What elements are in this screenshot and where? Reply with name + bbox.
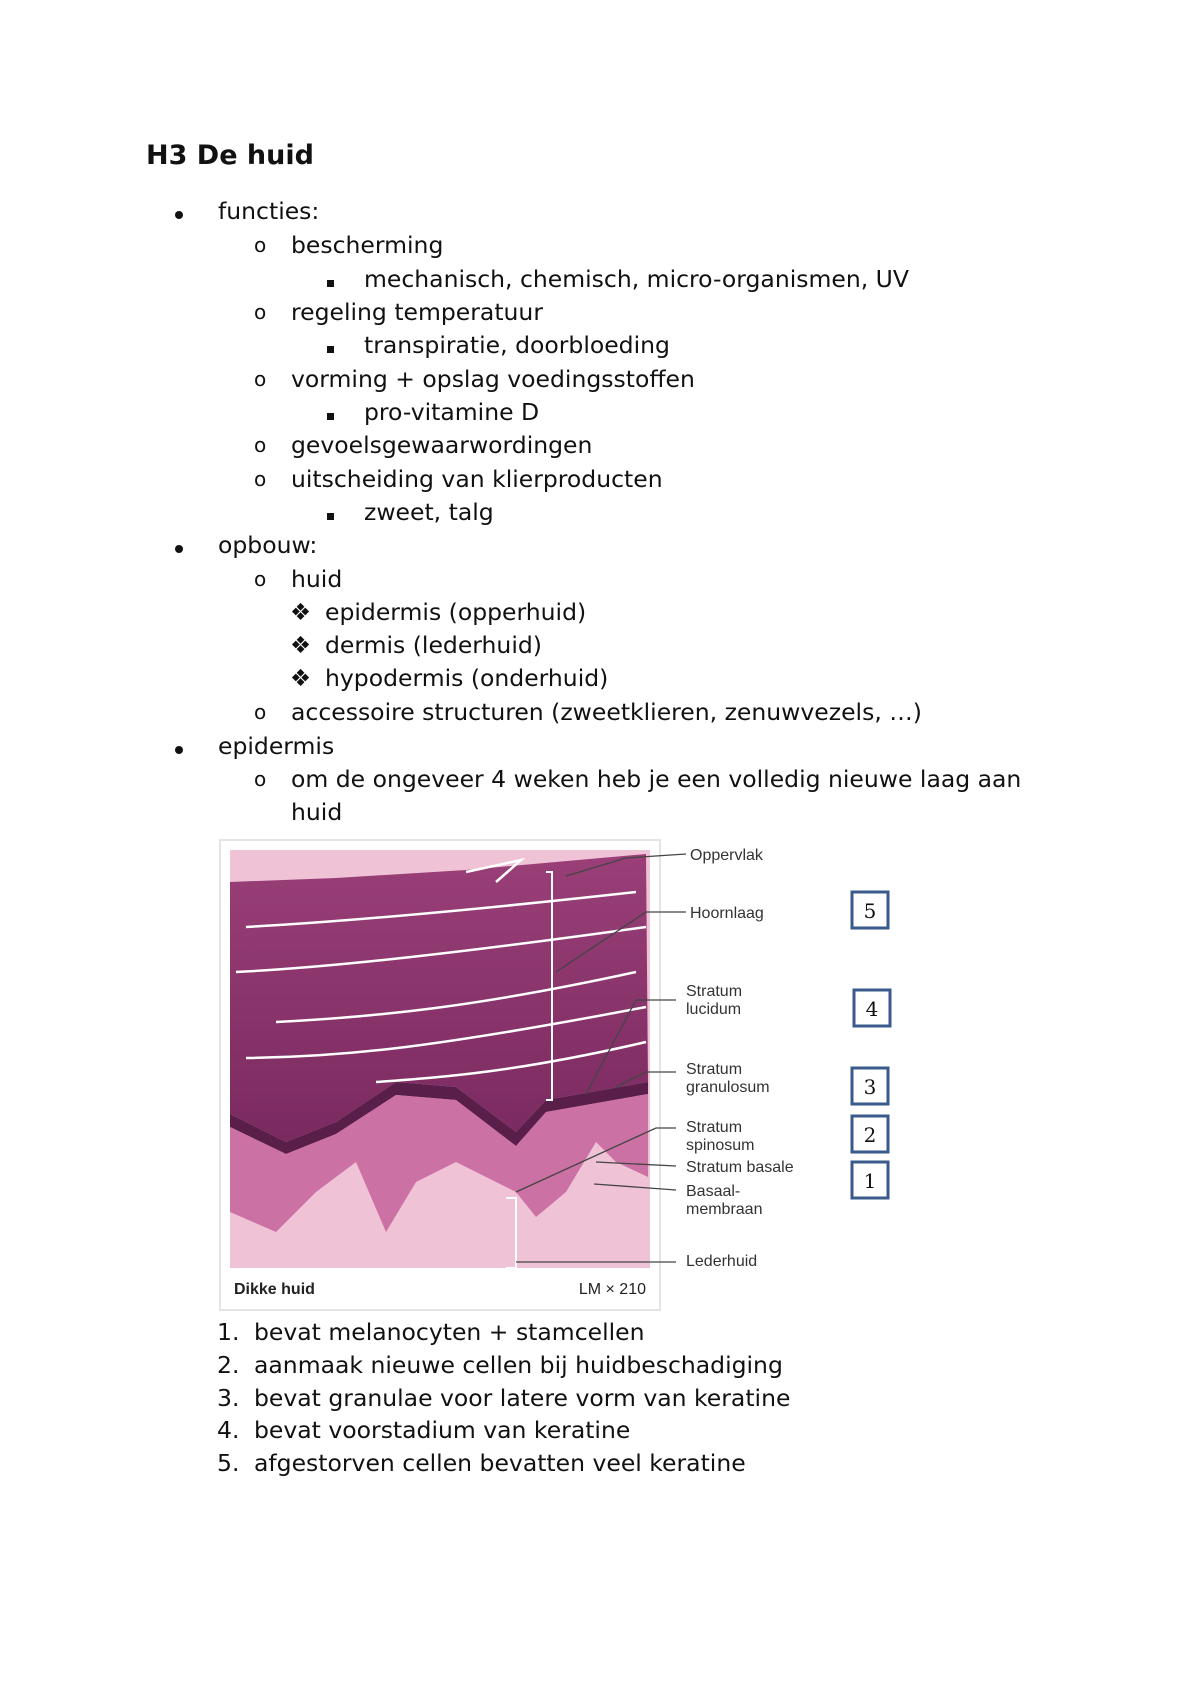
diamond-bullet-icon: ❖ xyxy=(290,631,312,659)
list-number-4: 4. xyxy=(217,1416,240,1444)
diamond-bullet-icon: ❖ xyxy=(290,598,312,626)
list-item-1: bevat melanocyten + stamcellen xyxy=(254,1318,645,1346)
circle-bullet-icon: o xyxy=(254,567,267,591)
sub-uitscheiding: zweet, talg xyxy=(364,498,494,526)
label-granulosum-1: Stratum xyxy=(686,1061,743,1078)
list-number-1: 1. xyxy=(217,1318,240,1346)
label-oppervlak: Oppervlak xyxy=(690,847,763,864)
box-4-label: 4 xyxy=(865,997,879,1021)
label-lederhuid: Lederhuid xyxy=(686,1253,758,1270)
heading-functies: functies: xyxy=(218,197,320,225)
label-lucidum-1: Stratum xyxy=(686,983,743,1000)
label-lucidum-2: lucidum xyxy=(686,1001,742,1018)
circle-bullet-icon: o xyxy=(254,367,267,391)
square-bullet-icon xyxy=(327,330,334,360)
label-spinosum-1: Stratum xyxy=(686,1119,743,1136)
list-item-4: bevat voorstadium van keratine xyxy=(254,1416,631,1444)
diamond-bullet-icon: ❖ xyxy=(290,664,312,692)
circle-bullet-icon: o xyxy=(254,467,267,491)
label-granulosum-2: granulosum xyxy=(686,1079,770,1096)
label-basale: Stratum basale xyxy=(686,1159,794,1176)
epidermis-note-line2: huid xyxy=(291,798,343,826)
item-gevoel: gevoelsgewaarwordingen xyxy=(291,431,593,459)
skin-histology-diagram xyxy=(216,832,896,1312)
item-vorming: vorming + opslag voedingsstoffen xyxy=(291,365,695,393)
box-3-label: 3 xyxy=(863,1075,877,1099)
sub-vorming: pro-vitamine D xyxy=(364,398,540,426)
list-number-2: 2. xyxy=(217,1351,240,1379)
item-huid: huid xyxy=(291,565,343,593)
page-title: H3 De huid xyxy=(146,140,314,171)
item-temperatuur: regeling temperatuur xyxy=(291,298,543,326)
label-basaal-1: Basaal- xyxy=(686,1183,741,1200)
circle-bullet-icon: o xyxy=(254,300,267,324)
epidermis-note-line1: om de ongeveer 4 weken heb je een volledig nieuwe laag aan xyxy=(291,765,1022,793)
list-number-3: 3. xyxy=(217,1384,240,1412)
figure-caption-right: LM × 210 xyxy=(578,1281,646,1298)
label-basaal-2: membraan xyxy=(686,1201,763,1218)
item-uitscheiding: uitscheiding van klierproducten xyxy=(291,465,663,493)
item-hypodermis-layer: hypodermis (onderhuid) xyxy=(325,664,609,692)
figure-caption-left: Dikke huid xyxy=(234,1281,315,1298)
item-epidermis-layer: epidermis (opperhuid) xyxy=(325,598,587,626)
skin-histology-figure xyxy=(216,832,896,1312)
item-accessoire: accessoire structuren (zweetklieren, zenuwvezels, …) xyxy=(291,698,922,726)
label-spinosum-2: spinosum xyxy=(686,1137,755,1154)
sub-temperatuur: transpiratie, doorbloeding xyxy=(364,331,670,359)
label-hoornlaag: Hoornlaag xyxy=(690,905,764,922)
bullet-icon xyxy=(175,731,183,761)
circle-bullet-icon: o xyxy=(254,767,267,791)
circle-bullet-icon: o xyxy=(254,700,267,724)
heading-epidermis: epidermis xyxy=(218,732,335,760)
bullet-icon xyxy=(175,196,183,226)
square-bullet-icon xyxy=(327,497,334,527)
item-dermis-layer: dermis (lederhuid) xyxy=(325,631,542,659)
list-item-3: bevat granulae voor latere vorm van keratine xyxy=(254,1384,791,1412)
square-bullet-icon xyxy=(327,264,334,294)
sub-bescherming: mechanisch, chemisch, micro-organismen, UV xyxy=(364,265,909,293)
list-number-5: 5. xyxy=(217,1449,240,1477)
item-bescherming: bescherming xyxy=(291,231,444,259)
circle-bullet-icon: o xyxy=(254,233,267,257)
heading-opbouw: opbouw: xyxy=(218,531,318,559)
list-item-5: afgestorven cellen bevatten veel keratine xyxy=(254,1449,746,1477)
list-item-2: aanmaak nieuwe cellen bij huidbeschadiging xyxy=(254,1351,783,1379)
bullet-icon xyxy=(175,530,183,560)
box-2-label: 2 xyxy=(863,1123,877,1147)
box-5-label: 5 xyxy=(863,899,877,923)
box-1-label: 1 xyxy=(863,1169,877,1193)
square-bullet-icon xyxy=(327,397,334,427)
circle-bullet-icon: o xyxy=(254,433,267,457)
